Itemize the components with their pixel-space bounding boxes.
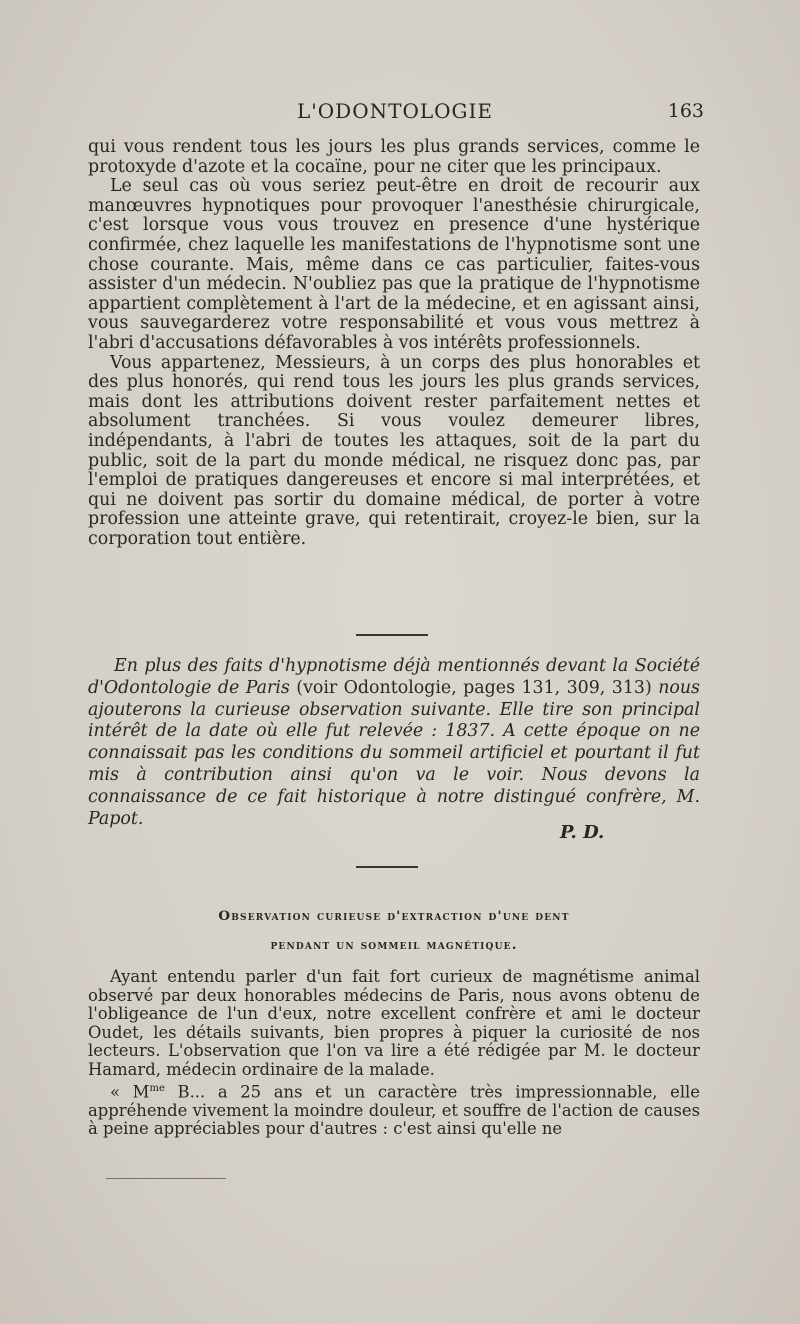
observation-p2-start: « M xyxy=(110,1082,150,1102)
observation-p2-superscript: me xyxy=(149,1082,165,1094)
separator-rule-bottom xyxy=(356,866,418,868)
observation-text xyxy=(88,968,700,1139)
separator-rule-top xyxy=(356,634,428,636)
section-title-line2: pendant un sommeil magnétique. xyxy=(270,937,518,953)
note-text-part1: En plus des faits d'hypnotisme déjà mentionnés devant la Société d'Odontologie de Paris xyxy=(88,656,700,698)
paragraph-corporation: Vous appartenez, Messieurs, à un corps des plus honorables et des plus honorés, qui rend tous les jours les plus grands services, mais dont les attributions doivent rester parfaitement nettes et absolument tranchées. Si vous voulez demeurer libres, indépendants, à l'abri de toutes les attaques, soit de la part du public, soit de la part du monde médical, ne risquez donc pas, par l'emploi de pratiques dangereuses et encore si mal interprétées, et qui ne doivent pas sortir du domaine médical, de porter à votre profession une atteinte grave, qui retentirait, croyez-le bien, sur la corporation tout entière. xyxy=(88,352,700,549)
note-text-part3: nous ajouterons la curieuse observation suivante. Elle tire son principal intérêt de la date où elle fut relevée : 1837. A cette époque on ne connaissait pas les conditions du sommeil artificiel et pourtant il fut mis à contribution ainsi qu'on va le voir. Nous devons la connaissance de ce fait historique à notre distingué confrère, M. Papot. xyxy=(88,677,700,829)
section-title-line1: Observation curieuse d'extraction d'une dent xyxy=(218,908,570,924)
observation-paragraph-2 xyxy=(88,1080,700,1139)
paragraph-continuation: qui vous rendent tous les jours les plus grands services, comme le protoxyde d'azote et la cocaïne, pour ne citer que les principaux. xyxy=(88,137,700,177)
page-header xyxy=(86,96,704,126)
observation-p2-rest: B... a 25 ans et un caractère très impressionnable, elle appréhende vivement la moindre douleur, et souffre de l'action de causes à peine appréciables pour d'autres : c'est ainsi qu'elle ne xyxy=(88,1082,701,1139)
observation-paragraph-1: Ayant entendu parler d'un fait fort curieux de magnétisme animal observé par deux honorables médecins de Paris, nous avons obtenu de l'obligeance de l'un d'eux, notre excellent confrère et ami le docteur Oudet, les détails suivants, bien propres à piquer la curiosité de nos lecteurs. L'observation que l'on va lire a été rédigée par M. le docteur Hamard, médecin ordinaire de la malade. xyxy=(88,967,700,1079)
note-paragraph xyxy=(88,656,700,830)
editor-note xyxy=(88,656,700,830)
note-text-part2: (voir Odontologie, pages 131, 309, 313) xyxy=(289,677,659,698)
main-text xyxy=(88,138,700,549)
note-signature: P. D. xyxy=(560,822,605,843)
running-title: L'ODONTOLOGIE xyxy=(297,99,493,123)
section-title xyxy=(88,902,700,960)
page-number: 163 xyxy=(667,100,704,122)
footer-rule xyxy=(106,1178,226,1179)
paragraph-anesthesia: Le seul cas où vous seriez peut-être en droit de recourir aux manœuvres hypnotiques pour provoquer l'anesthésie chirurgicale, c'est lorsque vous vous trouvez en presence d'une hystérique confirmée, chez laquelle les manifestations de l'hypnotisme sont une chose courante. Mais, même dans ce cas particulier, faites-vous assister d'un médecin. N'oubliez pas que la pratique de l'hypnotisme appartient complètement à l'art de la médecine, et en agissant ainsi, vous sauvegarderez votre responsabilité et vous vous mettrez à l'abri d'accusations défavorables à vos intérêts professionnels. xyxy=(88,176,700,353)
